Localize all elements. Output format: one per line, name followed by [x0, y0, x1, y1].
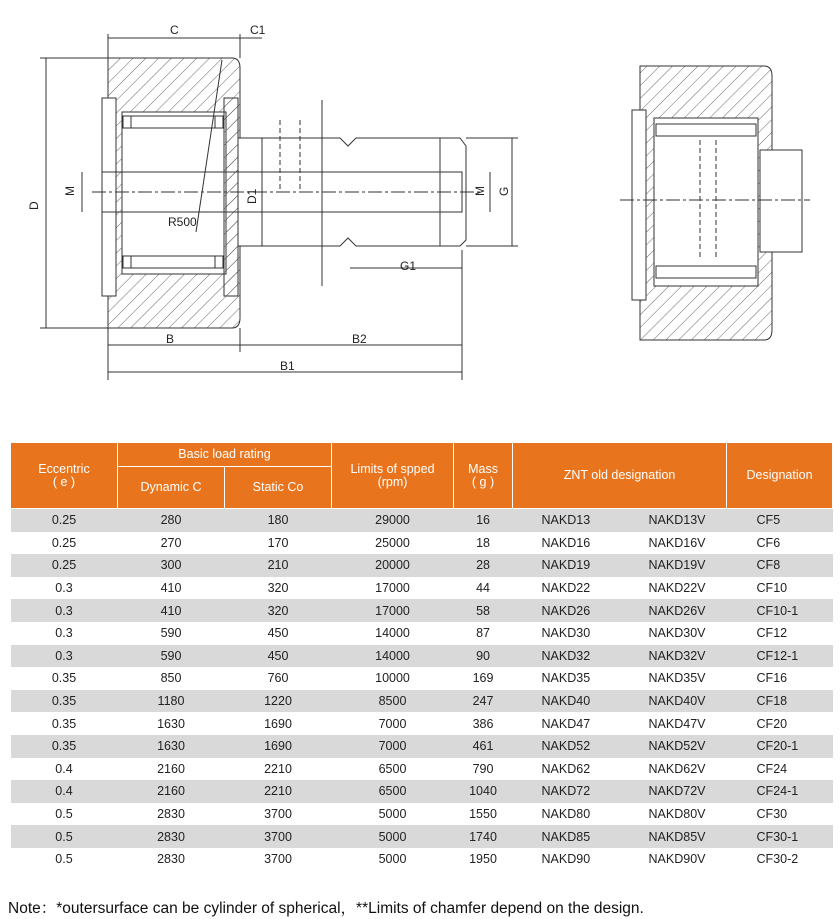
cell-eccentric: 0.5 [11, 825, 118, 848]
header-limits-of-speed: Limits of spped (rpm) [332, 443, 454, 509]
cell-eccentric: 0.3 [11, 645, 118, 668]
cell-eccentric: 0.5 [11, 848, 118, 871]
cell-limit-speed: 7000 [332, 735, 454, 758]
label-m-right: M [473, 186, 487, 196]
cell-static-co: 1690 [225, 712, 332, 735]
cell-dynamic-c: 2160 [118, 758, 225, 781]
cell-znt-old: NAKD26 [513, 599, 620, 622]
header-eccentric: Eccentric ( e ) [11, 443, 118, 509]
cell-znt-old: NAKD32 [513, 645, 620, 668]
cell-dynamic-c: 2830 [118, 803, 225, 826]
label-b: B [166, 332, 175, 346]
label-d1: D1 [245, 188, 259, 204]
cell-dynamic-c: 1180 [118, 690, 225, 713]
header-static-co: Static Co [225, 467, 332, 509]
footnote: Note：*outersurface can be cylinder of spherical，**Limits of chamfer depend on the design. [8, 900, 644, 917]
header-designation: Designation [727, 443, 833, 509]
label-r500: R500 [168, 215, 197, 229]
cell-mass: 1040 [454, 780, 513, 803]
cell-limit-speed: 17000 [332, 599, 454, 622]
cell-dynamic-c: 2830 [118, 825, 225, 848]
cell-znt-old: NAKD35 [513, 667, 620, 690]
label-m-left: M [63, 186, 77, 196]
table-row [11, 532, 833, 555]
table-row [11, 735, 833, 758]
cell-mass: 90 [454, 645, 513, 668]
cell-mass: 1740 [454, 825, 513, 848]
table-row [11, 712, 833, 735]
cell-znt-old-v: NAKD13V [620, 509, 727, 532]
cell-znt-old-v: NAKD35V [620, 667, 727, 690]
cell-limit-speed: 29000 [332, 509, 454, 532]
table-row [11, 825, 833, 848]
cell-znt-old: NAKD52 [513, 735, 620, 758]
cell-eccentric: 0.25 [11, 509, 118, 532]
cell-designation: CF18 [727, 690, 833, 713]
cell-designation: CF30-1 [727, 825, 833, 848]
cell-znt-old-v: NAKD62V [620, 758, 727, 781]
cell-designation: CF12-1 [727, 645, 833, 668]
cell-znt-old: NAKD90 [513, 848, 620, 871]
cell-znt-old: NAKD85 [513, 825, 620, 848]
cell-znt-old: NAKD40 [513, 690, 620, 713]
table-row [11, 599, 833, 622]
label-b2: B2 [352, 332, 367, 346]
cell-dynamic-c: 300 [118, 554, 225, 577]
cell-dynamic-c: 270 [118, 532, 225, 555]
cell-znt-old-v: NAKD32V [620, 645, 727, 668]
cell-znt-old-v: NAKD52V [620, 735, 727, 758]
cell-dynamic-c: 590 [118, 622, 225, 645]
cell-limit-speed: 14000 [332, 645, 454, 668]
table-row [11, 848, 833, 871]
cell-limit-speed: 14000 [332, 622, 454, 645]
cell-mass: 16 [454, 509, 513, 532]
label-d: D [27, 201, 41, 210]
cell-designation: CF16 [727, 667, 833, 690]
cell-eccentric: 0.3 [11, 622, 118, 645]
cell-znt-old: NAKD47 [513, 712, 620, 735]
cell-designation: CF24 [727, 758, 833, 781]
cell-limit-speed: 6500 [332, 780, 454, 803]
table-row [11, 622, 833, 645]
cell-designation: CF10-1 [727, 599, 833, 622]
cell-limit-speed: 10000 [332, 667, 454, 690]
table-row [11, 758, 833, 781]
header-znt-old-designation: ZNT old designation [513, 443, 727, 509]
cell-designation: CF20-1 [727, 735, 833, 758]
cell-mass: 87 [454, 622, 513, 645]
label-g: G [497, 186, 511, 196]
table-row [11, 803, 833, 826]
cell-mass: 169 [454, 667, 513, 690]
cell-eccentric: 0.25 [11, 554, 118, 577]
cell-designation: CF30 [727, 803, 833, 826]
cell-limit-speed: 5000 [332, 848, 454, 871]
header-dynamic-c: Dynamic C [118, 467, 225, 509]
label-c: C [170, 23, 179, 37]
label-c1: C1 [250, 23, 266, 37]
table-row [11, 554, 833, 577]
cell-znt-old-v: NAKD40V [620, 690, 727, 713]
cell-static-co: 320 [225, 577, 332, 600]
cell-static-co: 3700 [225, 825, 332, 848]
cell-limit-speed: 7000 [332, 712, 454, 735]
cell-dynamic-c: 2830 [118, 848, 225, 871]
cell-znt-old: NAKD62 [513, 758, 620, 781]
cell-static-co: 2210 [225, 758, 332, 781]
cell-eccentric: 0.4 [11, 780, 118, 803]
cell-static-co: 170 [225, 532, 332, 555]
cell-mass: 1550 [454, 803, 513, 826]
cell-eccentric: 0.3 [11, 577, 118, 600]
cell-znt-old: NAKD13 [513, 509, 620, 532]
cell-znt-old-v: NAKD47V [620, 712, 727, 735]
table-row [11, 690, 833, 713]
cam-follower-technical-drawing [0, 0, 840, 400]
cell-designation: CF8 [727, 554, 833, 577]
cell-designation: CF10 [727, 577, 833, 600]
cell-dynamic-c: 410 [118, 577, 225, 600]
cell-znt-old: NAKD22 [513, 577, 620, 600]
cell-limit-speed: 17000 [332, 577, 454, 600]
cell-designation: CF20 [727, 712, 833, 735]
cell-limit-speed: 6500 [332, 758, 454, 781]
cell-dynamic-c: 1630 [118, 712, 225, 735]
table-body [11, 509, 833, 871]
cell-static-co: 180 [225, 509, 332, 532]
table-row [11, 509, 833, 532]
cell-mass: 44 [454, 577, 513, 600]
cell-limit-speed: 8500 [332, 690, 454, 713]
cell-znt-old-v: NAKD80V [620, 803, 727, 826]
cell-znt-old: NAKD30 [513, 622, 620, 645]
cell-designation: CF30-2 [727, 848, 833, 871]
cell-mass: 58 [454, 599, 513, 622]
cell-limit-speed: 25000 [332, 532, 454, 555]
cell-eccentric: 0.3 [11, 599, 118, 622]
cell-znt-old-v: NAKD85V [620, 825, 727, 848]
cell-dynamic-c: 850 [118, 667, 225, 690]
cell-znt-old-v: NAKD30V [620, 622, 727, 645]
cell-designation: CF12 [727, 622, 833, 645]
label-g1: G1 [400, 259, 417, 273]
cell-static-co: 210 [225, 554, 332, 577]
cell-znt-old-v: NAKD72V [620, 780, 727, 803]
cell-static-co: 3700 [225, 803, 332, 826]
cell-static-co: 3700 [225, 848, 332, 871]
cell-mass: 1950 [454, 848, 513, 871]
cell-dynamic-c: 2160 [118, 780, 225, 803]
cell-mass: 790 [454, 758, 513, 781]
cell-eccentric: 0.25 [11, 532, 118, 555]
table-row [11, 577, 833, 600]
header-mass: Mass ( g ) [454, 443, 513, 509]
cell-znt-old-v: NAKD19V [620, 554, 727, 577]
cell-static-co: 450 [225, 622, 332, 645]
cell-limit-speed: 5000 [332, 825, 454, 848]
cell-znt-old-v: NAKD90V [620, 848, 727, 871]
table-row [11, 645, 833, 668]
cell-limit-speed: 5000 [332, 803, 454, 826]
cell-dynamic-c: 280 [118, 509, 225, 532]
cell-dynamic-c: 410 [118, 599, 225, 622]
cell-znt-old: NAKD19 [513, 554, 620, 577]
cell-eccentric: 0.35 [11, 690, 118, 713]
cell-mass: 18 [454, 532, 513, 555]
cell-eccentric: 0.4 [11, 758, 118, 781]
cell-znt-old-v: NAKD26V [620, 599, 727, 622]
cell-limit-speed: 20000 [332, 554, 454, 577]
cell-dynamic-c: 590 [118, 645, 225, 668]
specification-table [10, 442, 833, 871]
side-plate [102, 98, 116, 296]
cell-eccentric: 0.35 [11, 712, 118, 735]
cell-znt-old: NAKD80 [513, 803, 620, 826]
cell-static-co: 1220 [225, 690, 332, 713]
cell-dynamic-c: 1630 [118, 735, 225, 758]
needle-roller-top [125, 116, 221, 128]
cell-eccentric: 0.35 [11, 735, 118, 758]
cell-static-co: 450 [225, 645, 332, 668]
cell-mass: 386 [454, 712, 513, 735]
label-b1: B1 [280, 359, 295, 373]
cell-mass: 28 [454, 554, 513, 577]
cell-znt-old: NAKD16 [513, 532, 620, 555]
cell-designation: CF5 [727, 509, 833, 532]
cell-znt-old-v: NAKD16V [620, 532, 727, 555]
table-row [11, 780, 833, 803]
cell-mass: 461 [454, 735, 513, 758]
cell-static-co: 2210 [225, 780, 332, 803]
cell-znt-old: NAKD72 [513, 780, 620, 803]
cell-eccentric: 0.35 [11, 667, 118, 690]
cell-mass: 247 [454, 690, 513, 713]
table-row [11, 667, 833, 690]
cell-designation: CF6 [727, 532, 833, 555]
cell-eccentric: 0.5 [11, 803, 118, 826]
cell-static-co: 1690 [225, 735, 332, 758]
cell-static-co: 760 [225, 667, 332, 690]
header-basic-load-rating: Basic load rating [118, 443, 332, 467]
cell-znt-old-v: NAKD22V [620, 577, 727, 600]
cell-static-co: 320 [225, 599, 332, 622]
needle-roller-bottom [125, 256, 221, 268]
cell-designation: CF24-1 [727, 780, 833, 803]
